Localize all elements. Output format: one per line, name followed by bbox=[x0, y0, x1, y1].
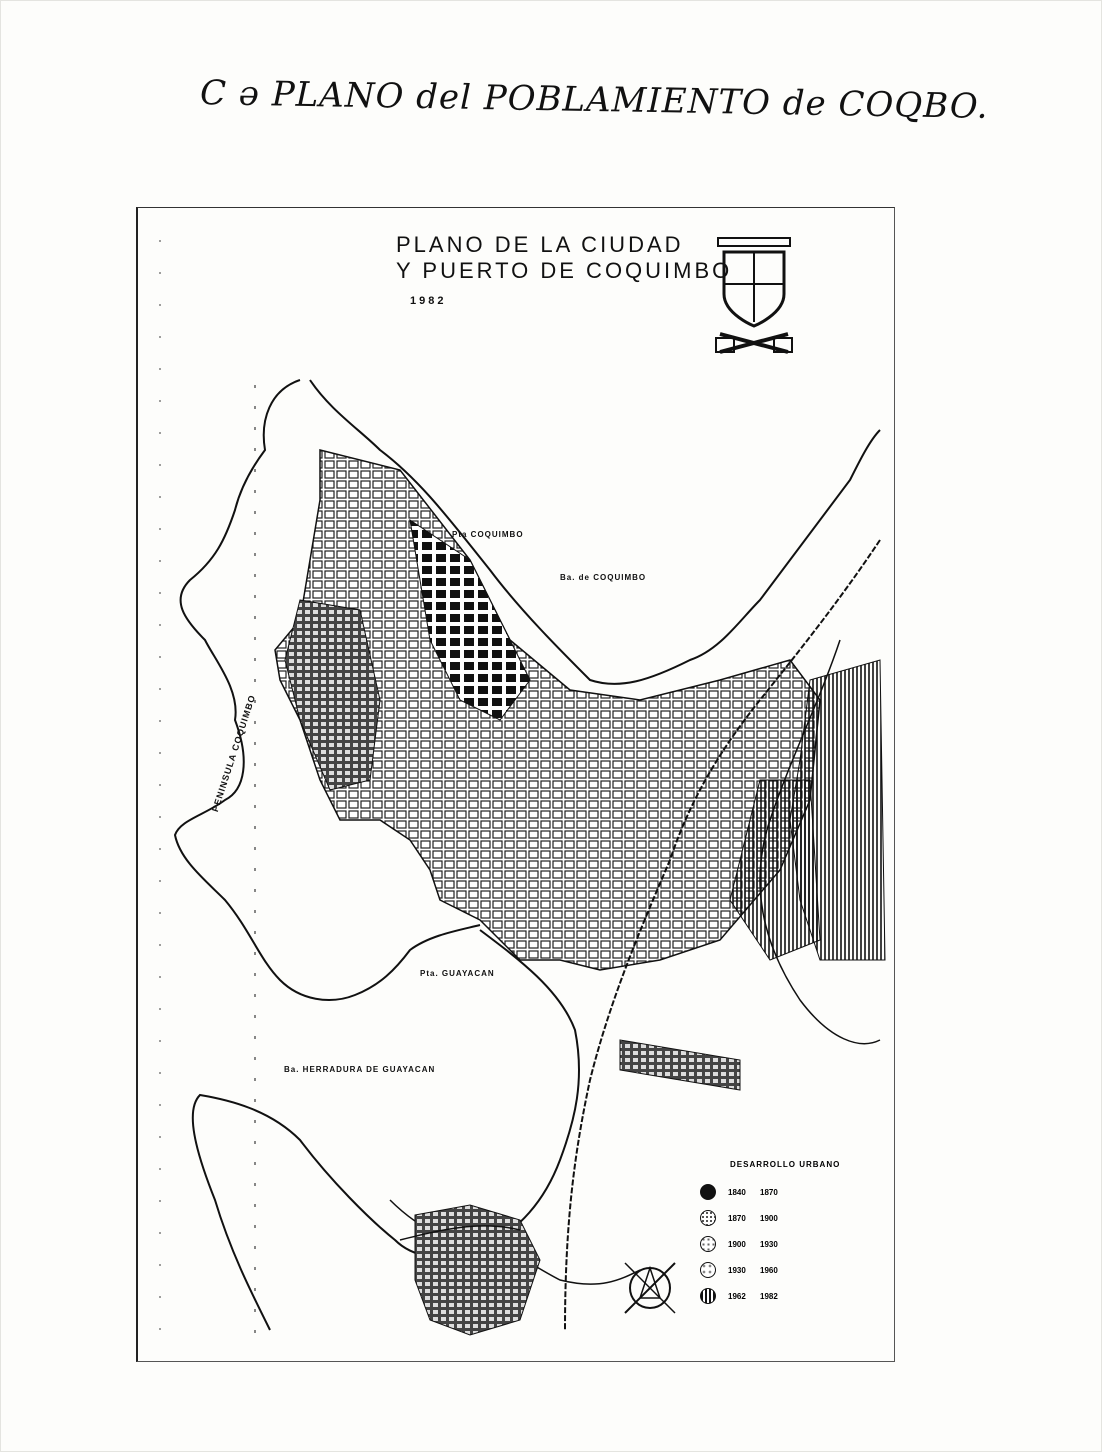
legend-from: 1930 bbox=[728, 1265, 746, 1275]
legend-from: 1870 bbox=[728, 1213, 746, 1223]
legend-swatch-hatch bbox=[700, 1288, 716, 1304]
urban-area-south-strip bbox=[620, 1040, 740, 1090]
urban-area-la-herradura bbox=[415, 1205, 540, 1335]
legend-row bbox=[700, 1257, 860, 1283]
label-ba-coquimbo: Ba. de COQUIMBO bbox=[560, 573, 647, 582]
legend-to: 1870 bbox=[760, 1187, 778, 1197]
legend-swatch-solid bbox=[700, 1184, 716, 1200]
map-title bbox=[396, 232, 732, 284]
legend-to: 1930 bbox=[760, 1239, 778, 1249]
legend-row bbox=[700, 1231, 860, 1257]
map-year: 1982 bbox=[410, 295, 447, 307]
label-pta-guayacan: Pta. GUAYACAN bbox=[420, 969, 495, 978]
legend bbox=[700, 1160, 860, 1309]
label-ba-herradura: Ba. HERRADURA DE GUAYACAN bbox=[284, 1065, 436, 1074]
legend-from: 1900 bbox=[728, 1239, 746, 1249]
legend-row bbox=[700, 1205, 860, 1231]
legend-to: 1960 bbox=[760, 1265, 778, 1275]
map-title-line1: PLANO DE LA CIUDAD bbox=[396, 232, 684, 257]
legend-title: DESARROLLO URBANO bbox=[730, 1160, 841, 1169]
legend-to: 1900 bbox=[760, 1213, 778, 1223]
legend-from: 1840 bbox=[728, 1187, 746, 1197]
legend-to: 1982 bbox=[760, 1291, 778, 1301]
label-pta-coquimbo: Pta COQUIMBO bbox=[452, 530, 524, 539]
label-peninsula: PENINSULA COQUIMBO bbox=[210, 693, 258, 814]
legend-row bbox=[700, 1179, 860, 1205]
handwritten-caption: C ə PLANO del POBLAMIENTO de COQBO. bbox=[199, 73, 989, 127]
map-title-line2: Y PUERTO DE COQUIMBO bbox=[396, 258, 733, 283]
legend-swatch-light-dots bbox=[700, 1262, 716, 1278]
legend-swatch-dense-dots bbox=[700, 1210, 716, 1226]
legend-row bbox=[700, 1283, 860, 1309]
coat-of-arms-icon bbox=[714, 234, 794, 362]
legend-swatch-dots bbox=[700, 1236, 716, 1252]
north-arrow-icon bbox=[620, 1258, 680, 1318]
legend-from: 1962 bbox=[728, 1291, 746, 1301]
